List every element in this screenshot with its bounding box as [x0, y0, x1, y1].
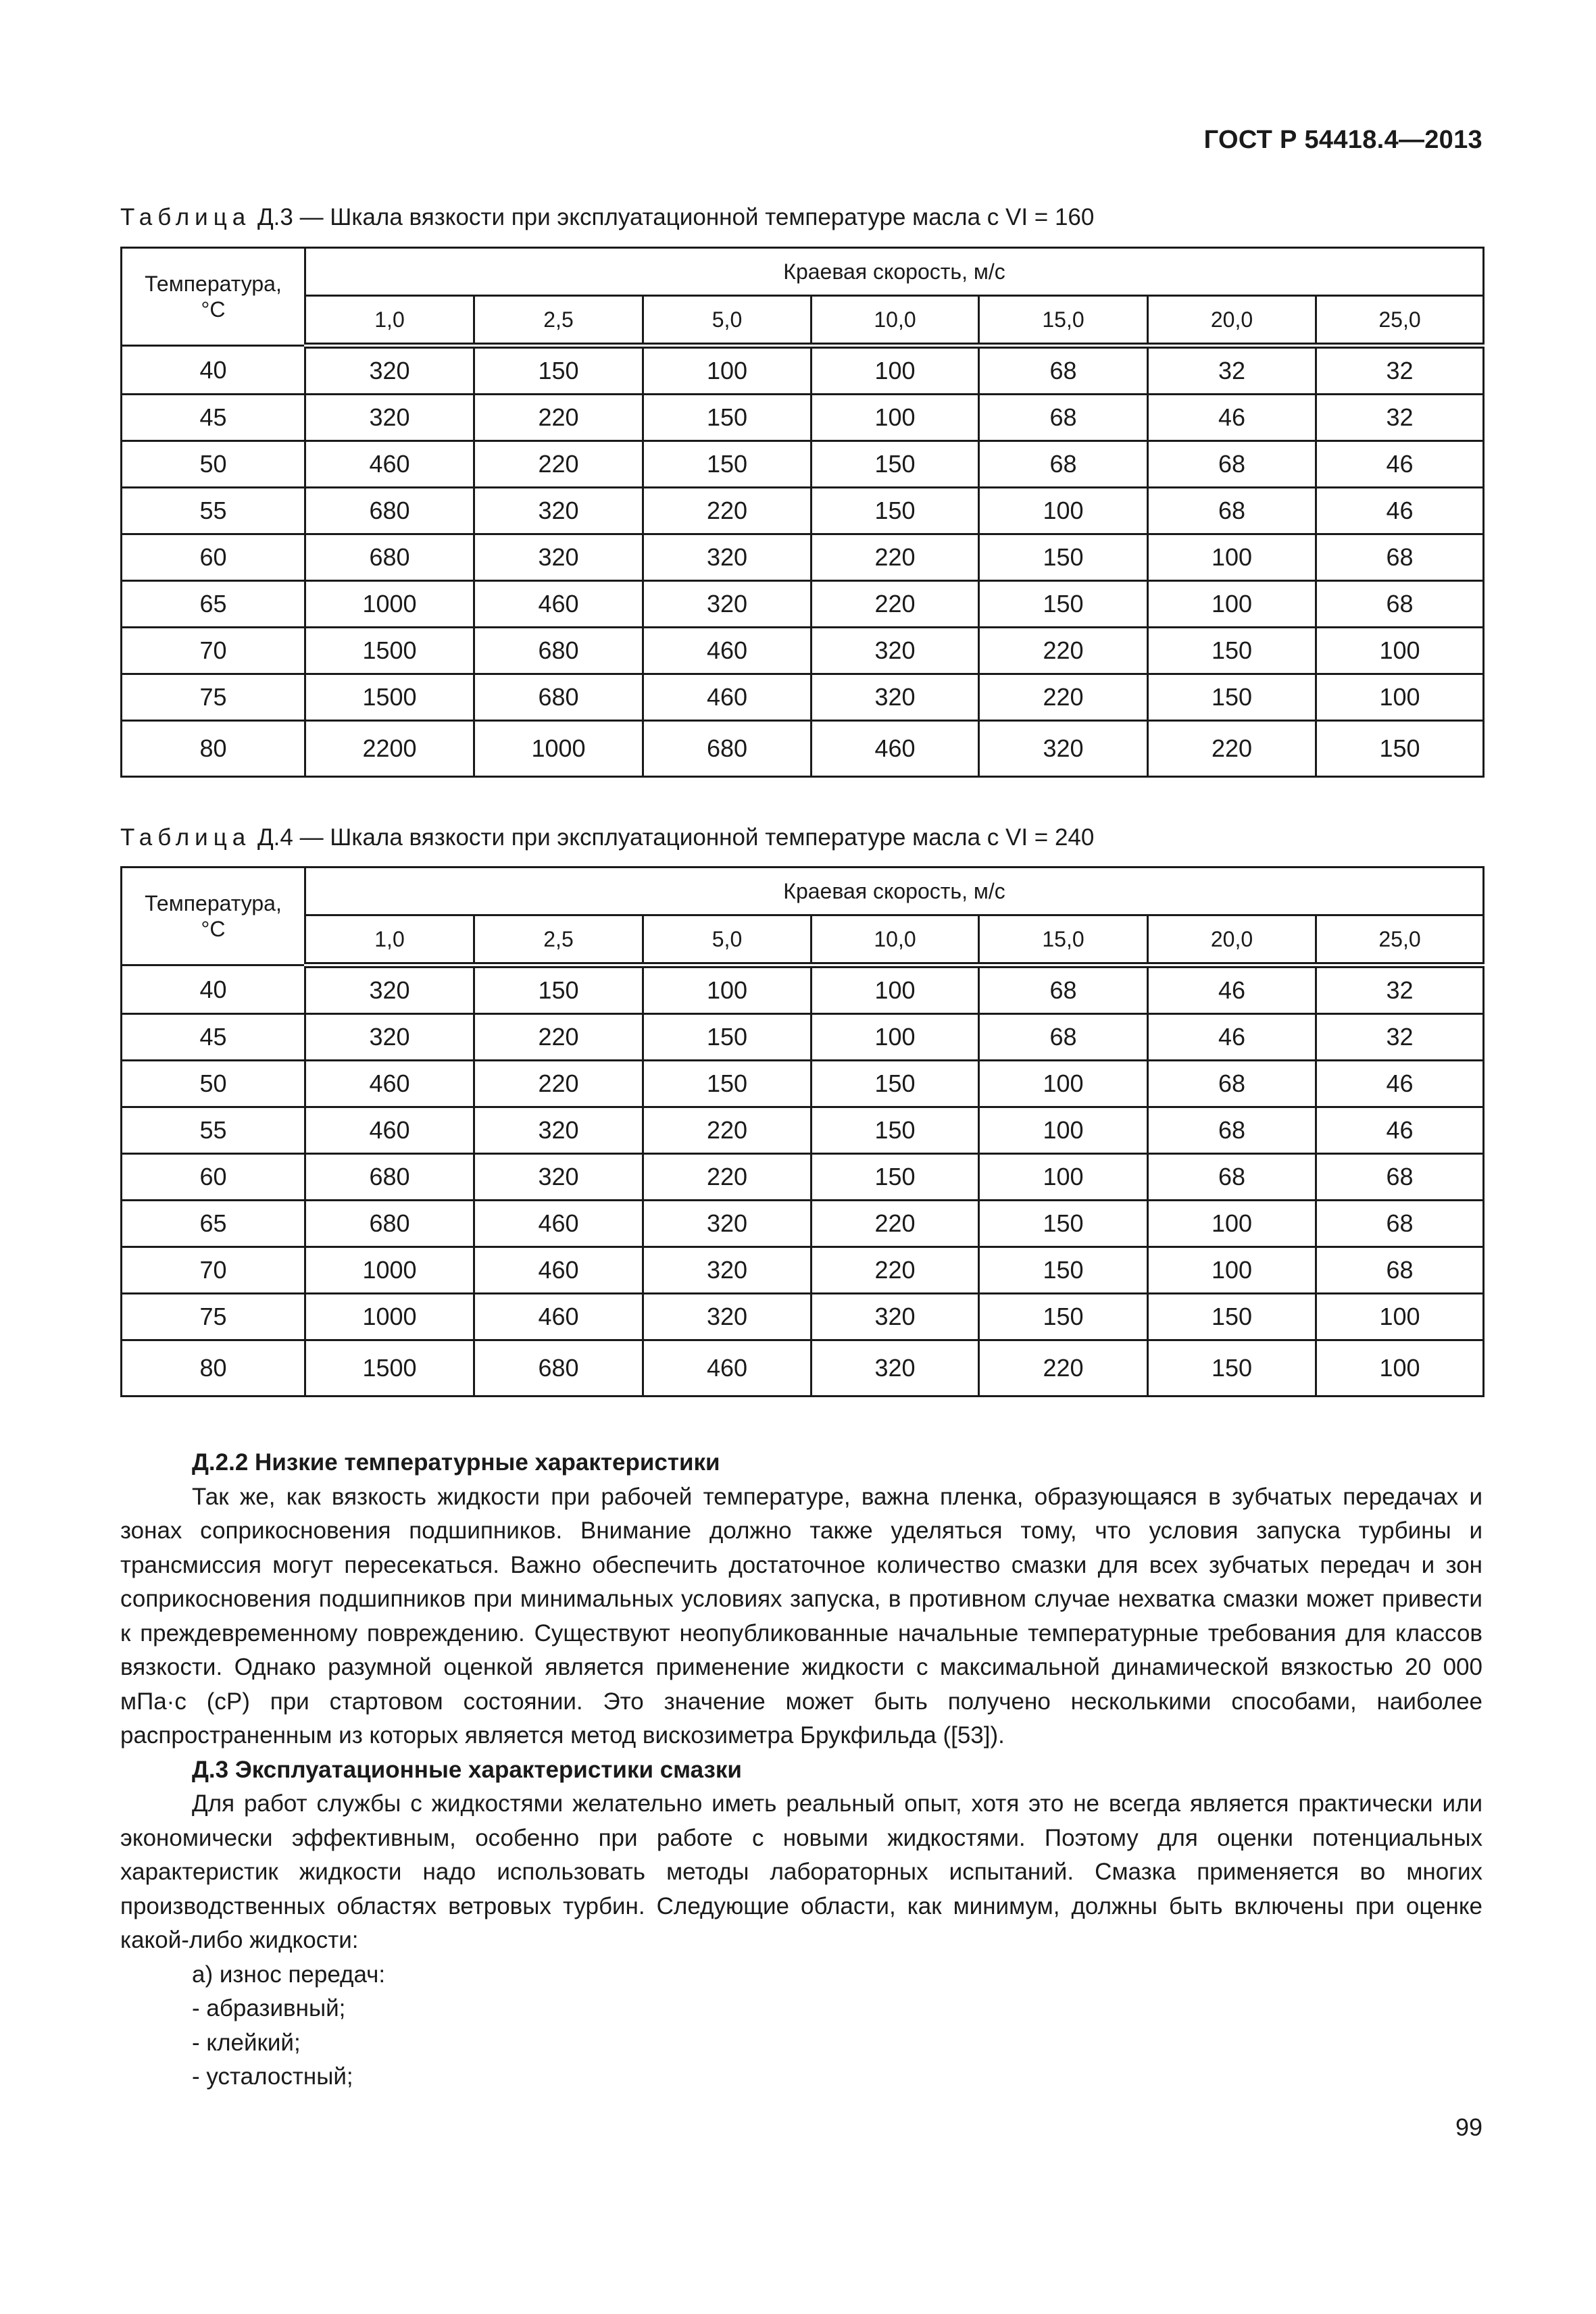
document-id: ГОСТ Р 54418.4—2013 — [1203, 126, 1482, 154]
table-row — [122, 1107, 1484, 1154]
viscosity-cell: 150 — [979, 1247, 1148, 1294]
viscosity-cell: 100 — [643, 346, 812, 395]
table-row — [122, 1294, 1484, 1340]
viscosity-cell: 320 — [305, 1014, 474, 1061]
list-item: - усталостный; — [192, 2063, 353, 2090]
viscosity-cell: 150 — [643, 395, 812, 441]
viscosity-cell: 1000 — [305, 581, 474, 628]
viscosity-cell: 46 — [1316, 1107, 1484, 1154]
viscosity-cell: 100 — [1316, 628, 1484, 674]
viscosity-cell: 150 — [979, 1294, 1148, 1340]
edge-speed-header: Краевая скорость, м/с — [305, 867, 1484, 915]
temperature-cell: 40 — [122, 346, 305, 395]
viscosity-cell: 320 — [643, 1247, 812, 1294]
table-row — [122, 1247, 1484, 1294]
table-row — [122, 1201, 1484, 1247]
table-row — [122, 441, 1484, 488]
viscosity-cell: 220 — [474, 395, 643, 441]
viscosity-cell: 32 — [1316, 346, 1484, 395]
table-row — [122, 721, 1484, 777]
viscosity-cell: 150 — [812, 441, 979, 488]
table-row — [122, 965, 1484, 1014]
viscosity-cell: 46 — [1316, 1061, 1484, 1107]
viscosity-cell: 68 — [979, 346, 1148, 395]
viscosity-cell: 100 — [812, 346, 979, 395]
viscosity-cell: 100 — [1316, 1294, 1484, 1340]
temperature-header: Температура, °С — [122, 248, 305, 346]
caption-lead: Таблица — [120, 824, 251, 851]
viscosity-cell: 150 — [812, 1154, 979, 1201]
temperature-cell: 40 — [122, 965, 305, 1014]
viscosity-cell: 220 — [474, 1014, 643, 1061]
viscosity-cell: 150 — [474, 965, 643, 1014]
viscosity-cell: 460 — [643, 674, 812, 721]
viscosity-cell: 150 — [1148, 1340, 1316, 1397]
temperature-cell: 45 — [122, 1014, 305, 1061]
temperature-header: Температура, °С — [122, 867, 305, 965]
viscosity-cell: 100 — [979, 1107, 1148, 1154]
viscosity-cell: 460 — [474, 581, 643, 628]
viscosity-cell: 680 — [305, 488, 474, 534]
table-row — [122, 534, 1484, 581]
speed-header-cell: 5,0 — [643, 915, 812, 965]
viscosity-cell: 100 — [812, 1014, 979, 1061]
paragraph-d3: Для работ службы с жидкостями желательно иметь реальный опыт, хотя это не всегда является практически или экономически эффективным, особенно при работе с новыми жидкостями. Поэтому для оценки потенциальных характеристик жидкости надо использовать методы лабораторных испытаний. Смазка применяется во многих производственных областях ветровых турбин. Следующие области, как минимум, должны быть включены при оценке какой-либо жидкости: — [120, 1790, 1482, 1953]
table-row — [122, 488, 1484, 534]
section-heading-d3: Д.3 Эксплуатационные характеристики смазки — [192, 1756, 742, 1783]
viscosity-cell: 320 — [812, 1294, 979, 1340]
viscosity-cell: 220 — [979, 628, 1148, 674]
viscosity-cell: 220 — [643, 1154, 812, 1201]
viscosity-cell: 68 — [979, 965, 1148, 1014]
temperature-cell: 55 — [122, 488, 305, 534]
viscosity-cell: 460 — [812, 721, 979, 777]
viscosity-cell: 68 — [979, 395, 1148, 441]
viscosity-cell: 150 — [812, 1107, 979, 1154]
page-number: 99 — [1455, 2113, 1482, 2141]
viscosity-cell: 68 — [1148, 1061, 1316, 1107]
viscosity-cell: 460 — [643, 1340, 812, 1397]
viscosity-cell: 100 — [1148, 534, 1316, 581]
viscosity-cell: 460 — [305, 441, 474, 488]
viscosity-cell: 68 — [1316, 1201, 1484, 1247]
viscosity-cell: 150 — [474, 346, 643, 395]
viscosity-cell: 680 — [474, 1340, 643, 1397]
speed-header-cell: 2,5 — [474, 915, 643, 965]
viscosity-cell: 220 — [979, 674, 1148, 721]
speed-header-row — [122, 296, 1484, 346]
temperature-cell: 80 — [122, 1340, 305, 1397]
viscosity-cell: 150 — [1148, 674, 1316, 721]
viscosity-cell: 32 — [1148, 346, 1316, 395]
viscosity-cell: 100 — [979, 1154, 1148, 1201]
viscosity-cell: 150 — [1148, 1294, 1316, 1340]
speed-header-cell: 25,0 — [1316, 296, 1484, 346]
viscosity-cell: 46 — [1148, 1014, 1316, 1061]
viscosity-cell: 220 — [643, 1107, 812, 1154]
speed-header-cell: 10,0 — [812, 915, 979, 965]
viscosity-cell: 2200 — [305, 721, 474, 777]
temperature-cell: 70 — [122, 628, 305, 674]
viscosity-cell: 320 — [474, 1154, 643, 1201]
viscosity-cell: 220 — [643, 488, 812, 534]
viscosity-cell: 100 — [1148, 1201, 1316, 1247]
table-row — [122, 1061, 1484, 1107]
edge-speed-header: Краевая скорость, м/с — [305, 248, 1484, 296]
speed-header-cell: 15,0 — [979, 915, 1148, 965]
table-d3-caption — [120, 204, 1094, 231]
viscosity-cell: 100 — [812, 395, 979, 441]
viscosity-cell: 100 — [979, 488, 1148, 534]
speed-header-cell: 20,0 — [1148, 296, 1316, 346]
viscosity-cell: 680 — [643, 721, 812, 777]
viscosity-cell: 68 — [1316, 534, 1484, 581]
table-row — [122, 581, 1484, 628]
viscosity-cell: 150 — [1148, 628, 1316, 674]
viscosity-cell: 220 — [812, 534, 979, 581]
temperature-cell: 75 — [122, 674, 305, 721]
temperature-cell: 60 — [122, 534, 305, 581]
viscosity-cell: 100 — [1316, 674, 1484, 721]
viscosity-cell: 680 — [474, 628, 643, 674]
table-body — [122, 965, 1484, 1397]
viscosity-cell: 68 — [979, 441, 1148, 488]
viscosity-cell: 150 — [979, 581, 1148, 628]
speed-header-cell: 20,0 — [1148, 915, 1316, 965]
viscosity-cell: 320 — [812, 1340, 979, 1397]
viscosity-cell: 460 — [474, 1294, 643, 1340]
viscosity-cell: 320 — [305, 965, 474, 1014]
speed-header-cell: 25,0 — [1316, 915, 1484, 965]
speed-header-cell: 2,5 — [474, 296, 643, 346]
viscosity-cell: 100 — [1148, 1247, 1316, 1294]
table-row — [122, 346, 1484, 395]
table-row — [122, 628, 1484, 674]
viscosity-cell: 150 — [643, 441, 812, 488]
viscosity-cell: 460 — [643, 628, 812, 674]
list-item: а) износ передач: — [192, 1961, 386, 1988]
viscosity-table-d4 — [120, 866, 1485, 1397]
viscosity-cell: 320 — [979, 721, 1148, 777]
temperature-cell: 45 — [122, 395, 305, 441]
temperature-cell: 65 — [122, 581, 305, 628]
viscosity-cell: 68 — [1148, 441, 1316, 488]
viscosity-cell: 320 — [643, 534, 812, 581]
viscosity-cell: 220 — [812, 581, 979, 628]
viscosity-cell: 220 — [812, 1247, 979, 1294]
temperature-cell: 80 — [122, 721, 305, 777]
viscosity-cell: 32 — [1316, 1014, 1484, 1061]
speed-header-cell: 10,0 — [812, 296, 979, 346]
viscosity-cell: 100 — [1148, 581, 1316, 628]
caption-lead: Таблица — [120, 204, 251, 230]
viscosity-cell: 680 — [305, 534, 474, 581]
viscosity-cell: 68 — [1148, 488, 1316, 534]
viscosity-cell: 68 — [1148, 1107, 1316, 1154]
viscosity-cell: 1500 — [305, 674, 474, 721]
speed-header-cell: 1,0 — [305, 296, 474, 346]
table-row — [122, 1014, 1484, 1061]
viscosity-cell: 220 — [1148, 721, 1316, 777]
table-d4-caption — [120, 824, 1094, 851]
speed-header-cell: 15,0 — [979, 296, 1148, 346]
viscosity-cell: 1500 — [305, 628, 474, 674]
viscosity-cell: 320 — [305, 346, 474, 395]
list-item: - клейкий; — [192, 2029, 301, 2056]
viscosity-cell: 680 — [305, 1201, 474, 1247]
temperature-cell: 60 — [122, 1154, 305, 1201]
viscosity-cell: 220 — [474, 441, 643, 488]
table-row — [122, 395, 1484, 441]
viscosity-cell: 150 — [643, 1014, 812, 1061]
viscosity-cell: 460 — [474, 1201, 643, 1247]
viscosity-cell: 460 — [305, 1061, 474, 1107]
table-row — [122, 674, 1484, 721]
viscosity-cell: 46 — [1148, 965, 1316, 1014]
viscosity-cell: 150 — [812, 1061, 979, 1107]
viscosity-cell: 1000 — [474, 721, 643, 777]
viscosity-cell: 68 — [979, 1014, 1148, 1061]
viscosity-cell: 320 — [474, 1107, 643, 1154]
viscosity-cell: 100 — [812, 965, 979, 1014]
temperature-cell: 50 — [122, 1061, 305, 1107]
viscosity-cell: 220 — [979, 1340, 1148, 1397]
viscosity-cell: 68 — [1316, 581, 1484, 628]
table-row — [122, 1154, 1484, 1201]
viscosity-cell: 320 — [812, 628, 979, 674]
viscosity-cell: 32 — [1316, 965, 1484, 1014]
viscosity-cell: 46 — [1316, 488, 1484, 534]
table-row — [122, 1340, 1484, 1397]
viscosity-cell: 100 — [643, 965, 812, 1014]
viscosity-cell: 100 — [1316, 1340, 1484, 1397]
viscosity-cell: 68 — [1148, 1154, 1316, 1201]
temperature-cell: 55 — [122, 1107, 305, 1154]
viscosity-cell: 1000 — [305, 1294, 474, 1340]
viscosity-cell: 1000 — [305, 1247, 474, 1294]
viscosity-cell: 320 — [474, 534, 643, 581]
caption-text: Д.3 — Шкала вязкости при эксплуатационной температуре масла с VI = 160 — [251, 204, 1095, 230]
paragraph-d22: Так же, как вязкость жидкости при рабочей температуре, важна пленка, образующаяся в зубчатых передачах и зонах соприкосновения подшипников. Внимание должно также уделяться тому, что условия запуска турбины и трансмиссия могут пересекаться. Важно обеспечить достаточное количество смазки для всех зубчатых передач и зон соприкосновения подшипников при минимальных условиях запуска, в противном случае нехватка смазки может привести к преждевременному повреждению. Существуют неопубликованные начальные температурные требования для классов вязкости. Однако разумной оценкой является применение жидкости с максимальной динамической вязкостью 20 000 мПа·с (сР) при стартовом состоянии. Это значение может быть получено несколькими способами, наиболее распространенным из которых является метод вискозиметра Брукфильда ([53]). — [120, 1483, 1482, 1749]
viscosity-cell: 32 — [1316, 395, 1484, 441]
table-body — [122, 346, 1484, 777]
viscosity-cell: 320 — [305, 395, 474, 441]
speed-header-cell: 1,0 — [305, 915, 474, 965]
viscosity-cell: 320 — [812, 674, 979, 721]
viscosity-cell: 150 — [1316, 721, 1484, 777]
body-text — [120, 1446, 1482, 2094]
viscosity-cell: 220 — [812, 1201, 979, 1247]
viscosity-cell: 680 — [474, 674, 643, 721]
viscosity-cell: 320 — [643, 1294, 812, 1340]
viscosity-table-d3 — [120, 247, 1485, 778]
viscosity-cell: 100 — [979, 1061, 1148, 1107]
viscosity-cell: 460 — [474, 1247, 643, 1294]
viscosity-cell: 1500 — [305, 1340, 474, 1397]
viscosity-cell: 460 — [305, 1107, 474, 1154]
list-item: - абразивный; — [192, 1995, 346, 2021]
viscosity-cell: 150 — [643, 1061, 812, 1107]
viscosity-cell: 680 — [305, 1154, 474, 1201]
temperature-cell: 70 — [122, 1247, 305, 1294]
viscosity-cell: 46 — [1316, 441, 1484, 488]
viscosity-cell: 68 — [1316, 1247, 1484, 1294]
section-heading-d22: Д.2.2 Низкие температурные характеристики — [192, 1449, 720, 1476]
temperature-cell: 50 — [122, 441, 305, 488]
viscosity-cell: 320 — [643, 581, 812, 628]
viscosity-cell: 220 — [474, 1061, 643, 1107]
viscosity-cell: 320 — [643, 1201, 812, 1247]
viscosity-cell: 46 — [1148, 395, 1316, 441]
temperature-cell: 65 — [122, 1201, 305, 1247]
caption-text: Д.4 — Шкала вязкости при эксплуатационной температуре масла с VI = 240 — [251, 824, 1095, 851]
speed-header-row — [122, 915, 1484, 965]
viscosity-cell: 150 — [812, 488, 979, 534]
viscosity-cell: 320 — [474, 488, 643, 534]
temperature-cell: 75 — [122, 1294, 305, 1340]
viscosity-cell: 68 — [1316, 1154, 1484, 1201]
viscosity-cell: 150 — [979, 534, 1148, 581]
viscosity-cell: 150 — [979, 1201, 1148, 1247]
speed-header-cell: 5,0 — [643, 296, 812, 346]
